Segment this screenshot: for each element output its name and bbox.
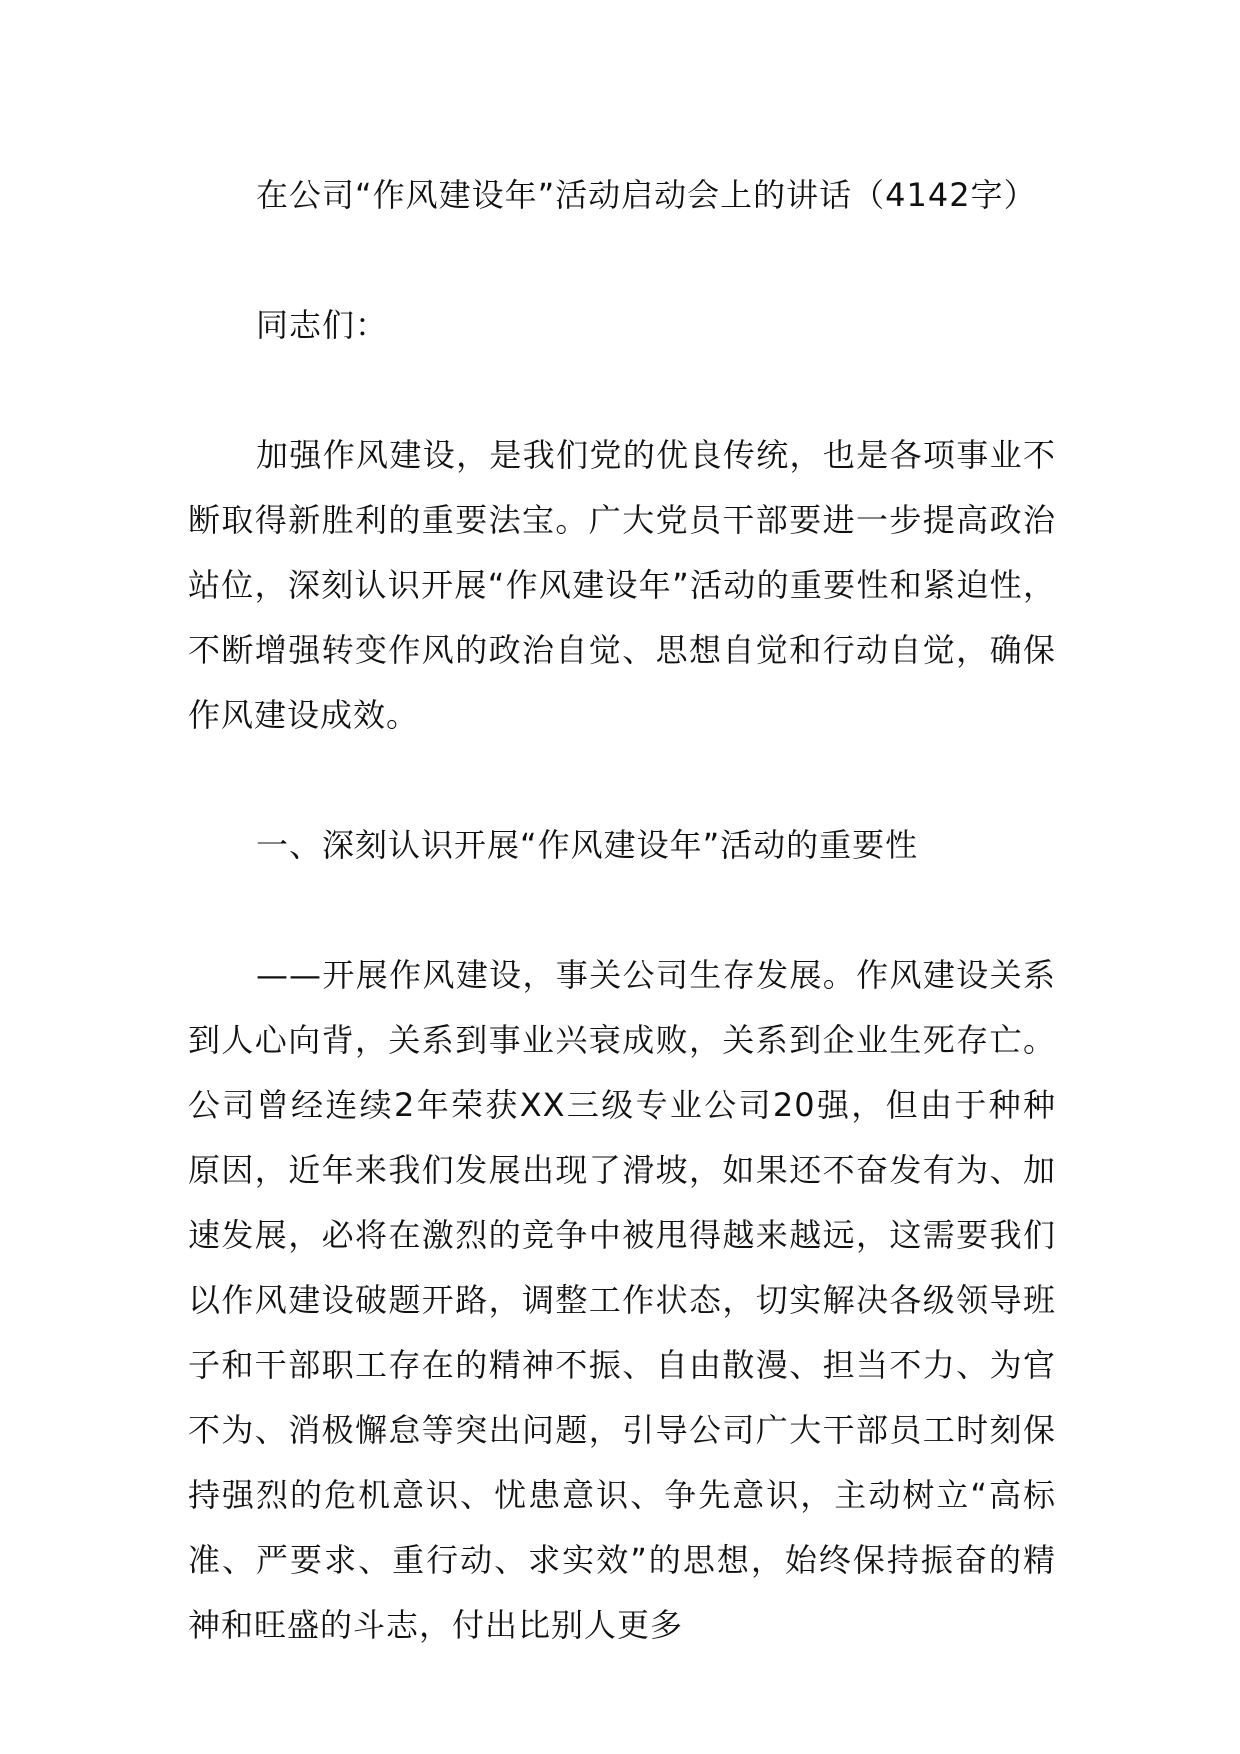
salutation: 同志们： <box>256 306 389 344</box>
document-page <box>188 163 1056 1658</box>
intro-paragraph: 加强作风建设，是我们党的优良传统，也是各项事业不断取得新胜利的重要法宝。广大党员干部要进一步提高政治站位，深刻认识开展“作风建设年”活动的重要性和紧迫性，不断增强转变作风的政治自觉、思想自觉和行动自觉，确保作风建设成效。 <box>188 436 1056 734</box>
body-paragraph: ——开展作风建设，事关公司生存发展。作风建设关系到人心向背，关系到事业兴衰成败，关系到企业生死存亡。公司曾经连续2年荣获XX三级专业公司20强，但由于种种原因，近年来我们发展出现了滑坡，如果还不奋发有为、加速发展，必将在激烈的竞争中被甩得越来越远，这需要我们以作风建设破题开路，调整工作状态，切实解决各级领导班子和干部职工存在的精神不振、自由散漫、担当不力、为官不为、消极懈怠等突出问题，引导公司广大干部员工时刻保持强烈的危机意识、忧患意识、争先意识，主动树立“高标准、严要求、重行动、求实效”的思想，始终保持振奋的精神和旺盛的斗志，付出比别人更多 <box>188 956 1056 1644</box>
document-title: 在公司“作风建设年”活动启动会上的讲话（4142字） <box>256 176 1037 214</box>
section-heading: 一、深刻认识开展“作风建设年”活动的重要性 <box>256 826 919 864</box>
